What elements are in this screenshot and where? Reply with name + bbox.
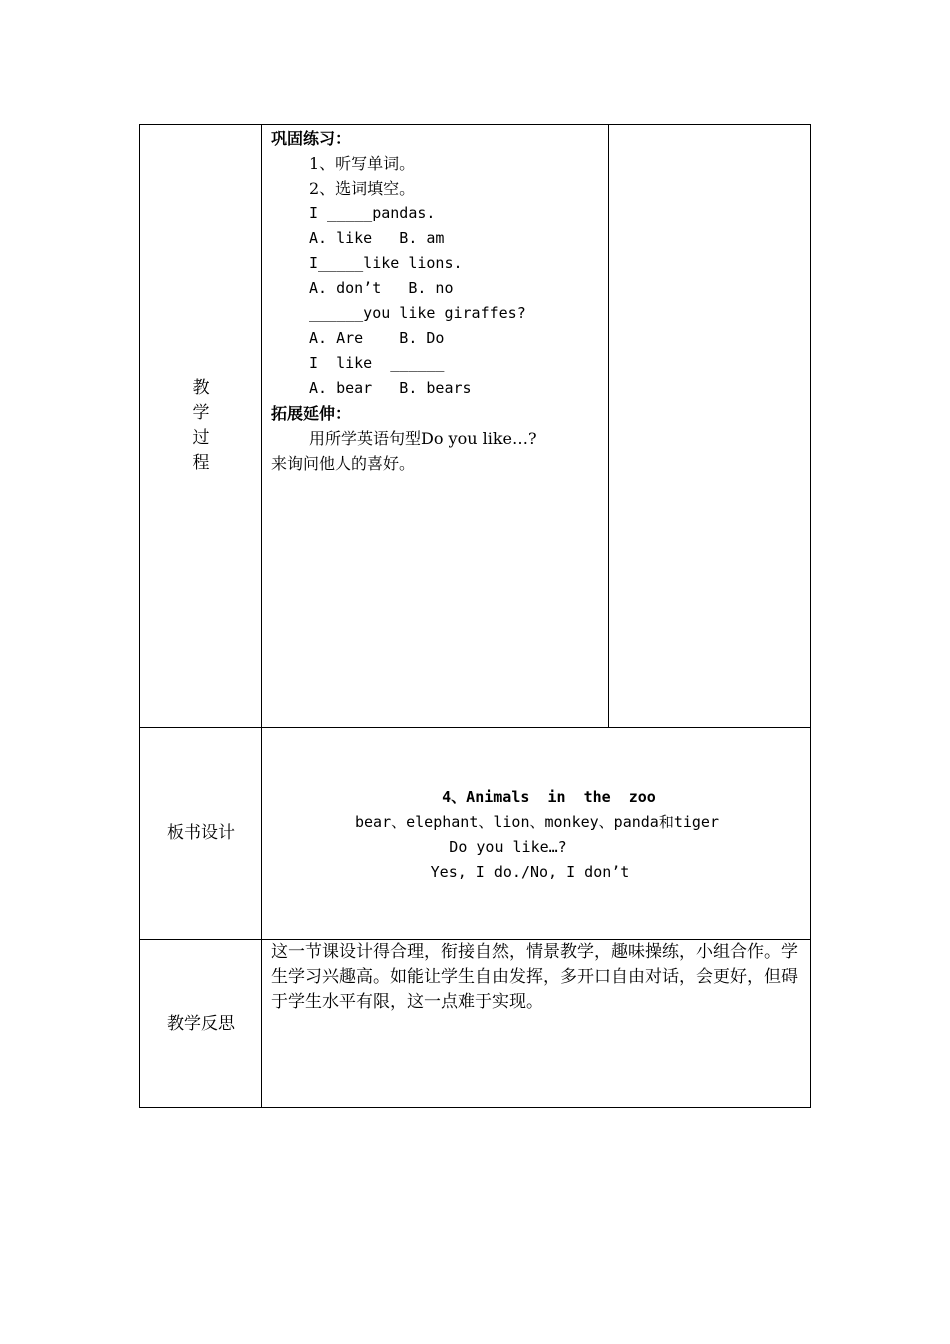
practice-item: A. don’t B. no [309,279,454,297]
practice-item: 1、听写单词。 [309,154,416,173]
lesson-plan-table [139,124,811,1108]
column-divider-notes [608,125,609,728]
column-divider-left [261,125,262,1108]
process-label [140,376,262,476]
practice-item: I_____like lions. [309,254,463,272]
practice-item: 2、选词填空。 [309,179,416,198]
process-label-char: 过 [192,428,210,448]
extension-line: 来询问他人的喜好。 [271,454,416,473]
process-content [271,126,605,476]
board-words: bear、elephant、lion、monkey、panda和tiger [355,813,719,831]
process-label-char: 程 [192,453,210,473]
practice-item: A. like B. am [309,229,445,247]
practice-item: A. Are B. Do [309,329,445,347]
practice-item: I _____pandas. [309,204,436,222]
board-question: Do you like…? [449,838,567,856]
practice-item: I like ______ [309,354,445,372]
extension-heading: 拓展延伸： [271,404,352,423]
board-content [262,785,812,885]
reflection-text: 这一节课设计得合理，衔接自然，情景教学，趣味操练，小组合作。学生学习兴趣高。如能让学生自由发挥，多开口自由对话，会更好，但碍于学生水平有限，这一点难于实现。 [271,942,798,1012]
extension-line: 用所学英语句型Do you like…? [309,429,537,448]
row-divider-board [140,727,811,728]
process-label-char: 学 [192,403,210,423]
board-label: 板书设计 [167,823,235,843]
practice-item: ______you like giraffes? [309,304,526,322]
board-title: 4、Animals in the zoo [442,788,656,806]
practice-item: A. bear B. bears [309,379,472,397]
reflection-label: 教学反思 [167,1014,235,1034]
process-label-char: 教 [192,378,210,398]
board-answer: Yes, I do./No, I don’t [430,863,630,881]
practice-heading: 巩固练习： [271,129,352,148]
